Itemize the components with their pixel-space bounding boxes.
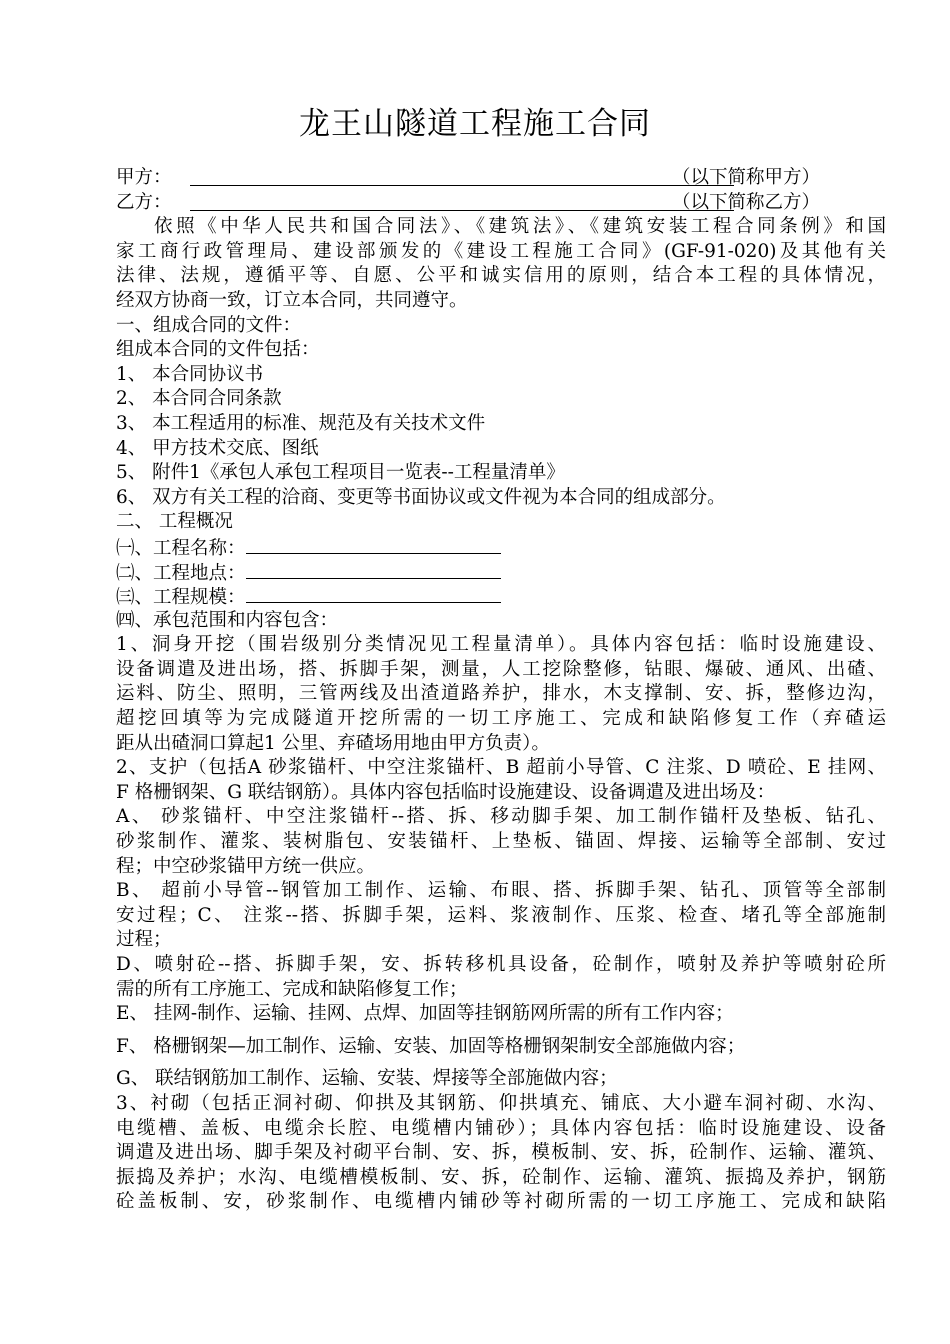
section-heading: 一、组成合同的文件： bbox=[116, 314, 302, 336]
document-body bbox=[116, 166, 886, 1215]
text-line: 2、支护（包括A 砂浆锚杆、中空注浆锚杆、B 超前小导管、C 注浆、D 喷砼、E 挂网、 bbox=[116, 757, 886, 779]
text-line: 设备调遣及进出场，搭、拆脚手架，测量，人工挖除整修，钻眼、爆破、通风、出碴、 bbox=[116, 658, 886, 680]
text-line: 运料、防尘、照明，三管两线及出渣道路养护，排水，木支撑制、安、拆，整修边沟， bbox=[116, 683, 886, 705]
text-line: 家工商行政管理局、建设部颁发的《建设工程施工合同》(GF-91-020)及其他有关 bbox=[116, 240, 886, 262]
text-line: 调遣及进出场、脚手架及衬砌平台制、安、拆，模板制、安、拆，砼制作、运输、灌筑、 bbox=[116, 1142, 886, 1164]
text-line: 需的所有工序施工、完成和缺陷修复工作； bbox=[116, 978, 468, 1000]
text-line: 砼盖板制、安，砂浆制作、电缆槽内铺砂等衬砌所需的一切工序施工、完成和缺陷 bbox=[116, 1191, 886, 1213]
paragraph-anchor bbox=[116, 805, 886, 879]
party-a-suffix: （以下简称甲方） bbox=[672, 167, 821, 188]
paragraph-pipe bbox=[116, 879, 886, 953]
text-line: 1、洞身开挖（围岩级别分类情况见工程量清单）。具体内容包括：临时设施建设、 bbox=[116, 634, 886, 656]
list-item: 4、 甲方技术交底、图纸 bbox=[116, 437, 319, 459]
field-blank bbox=[246, 584, 501, 603]
list-item: 1、 本合同协议书 bbox=[116, 363, 264, 385]
text-line: 振捣及养护；水沟、电缆槽模板制、安、拆，砼制作、运输、灌筑、振捣及养护，钢筋 bbox=[116, 1166, 886, 1188]
field-blank bbox=[246, 560, 501, 579]
field-project-name bbox=[116, 535, 886, 560]
paragraph-steel-frame: F、 格栅钢架—加工制作、运输、安装、加固等格栅钢架制安全部施做内容； bbox=[116, 1035, 746, 1057]
party-b-suffix: （以下简称乙方） bbox=[672, 191, 821, 213]
document-title: 龙王山隧道工程施工合同 bbox=[299, 106, 651, 142]
paragraph-excavation bbox=[116, 633, 886, 756]
party-b-blank bbox=[190, 210, 734, 211]
list-item: 2、 本合同合同条款 bbox=[116, 388, 282, 410]
party-b-label: 乙方： bbox=[116, 191, 172, 213]
text-line: 依照《中华人民共和国合同法》、《建筑法》、《建筑安装工程合同条例》和国 bbox=[154, 216, 886, 238]
paragraph-lining bbox=[116, 1092, 886, 1215]
text-line: 法律、法规，遵循平等、自愿、公平和诚实信用的原则，结合本工程的具体情况， bbox=[116, 265, 886, 287]
text-line: 超挖回填等为完成隧道开挖所需的一切工序施工、完成和缺陷修复工作（弃碴运 bbox=[116, 708, 886, 730]
list-item: 6、 双方有关工程的洽商、变更等书面协议或文件视为本合同的组成部分。 bbox=[116, 486, 726, 508]
party-b-line bbox=[116, 191, 886, 216]
text-line: F 格栅钢架、G 联结钢筋）。具体内容包括临时设施建设、设备调遣及进出场及： bbox=[116, 781, 776, 803]
text-line: 3、衬砌（包括正洞衬砌、仰拱及其钢筋、仰拱填充、铺底、大小避车洞衬砌、水沟、 bbox=[116, 1092, 886, 1114]
field-blank bbox=[246, 535, 501, 554]
text-line: 安过程；C、 注浆--搭、拆脚手架，运料、浆液制作、压浆、检查、堵孔等全部施制 bbox=[116, 904, 886, 926]
text-line: B、 超前小导管--钢管加工制作、运输、布眼、搭、拆脚手架、钻孔、顶管等全部制 bbox=[116, 880, 886, 902]
party-a-line bbox=[116, 166, 886, 191]
preamble-paragraph bbox=[116, 215, 886, 313]
field-project-scale bbox=[116, 584, 886, 609]
paragraph-support bbox=[116, 756, 886, 805]
field-label: ㈢、工程规模： bbox=[116, 587, 246, 609]
field-label: ㈠、工程名称： bbox=[116, 537, 246, 559]
text-line: 电缆槽、盖板、电缆余长腔、电缆槽内铺砂）；具体内容包括：临时设施建设、设备 bbox=[116, 1117, 886, 1139]
text-line: D、喷射砼--搭、拆脚手架，安、拆转移机具设备，砼制作，喷射及养护等喷射砼所 bbox=[116, 954, 886, 975]
text-line: A、 砂浆锚杆、中空注浆锚杆--搭、拆、移动脚手架、加工制作锚杆及垫板、钻孔、 bbox=[116, 806, 886, 828]
text-line: 经双方协商一致，订立本合同，共同遵守。 bbox=[116, 289, 468, 311]
list-item: 3、 本工程适用的标准、规范及有关技术文件 bbox=[116, 412, 486, 434]
text-line: 过程； bbox=[116, 929, 172, 951]
party-a-blank bbox=[190, 185, 734, 186]
list-item: 5、 附件1《承包人承包工程项目一览表--工程量清单》 bbox=[116, 462, 565, 484]
text-line: 砂浆制作、灌浆、装树脂包、安装锚杆、上垫板、锚固、焊接、运输等全部制、安过 bbox=[116, 831, 886, 853]
text-line: 距从出碴洞口算起1 公里、弃碴场用地由甲方负责）。 bbox=[116, 732, 550, 754]
section-intro: 组成本合同的文件包括： bbox=[116, 339, 320, 361]
scope-heading: ㈣、承包范围和内容包含： bbox=[116, 609, 339, 631]
field-project-location bbox=[116, 560, 886, 585]
paragraph-shotcrete bbox=[116, 953, 886, 1002]
paragraph-mesh: E、 挂网-制作、运输、挂网、点焊、加固等挂钢筋网所需的所有工作内容； bbox=[116, 1003, 734, 1025]
section-heading: 二、 工程概况 bbox=[116, 511, 233, 533]
text-line: 程；中空砂浆锚甲方统一供应。 bbox=[116, 855, 376, 877]
field-label: ㈡、工程地点： bbox=[116, 562, 246, 584]
paragraph-connecting-bar: G、 联结钢筋加工制作、运输、安装、焊接等全部施做内容； bbox=[116, 1068, 618, 1090]
party-a-label: 甲方： bbox=[116, 167, 172, 188]
